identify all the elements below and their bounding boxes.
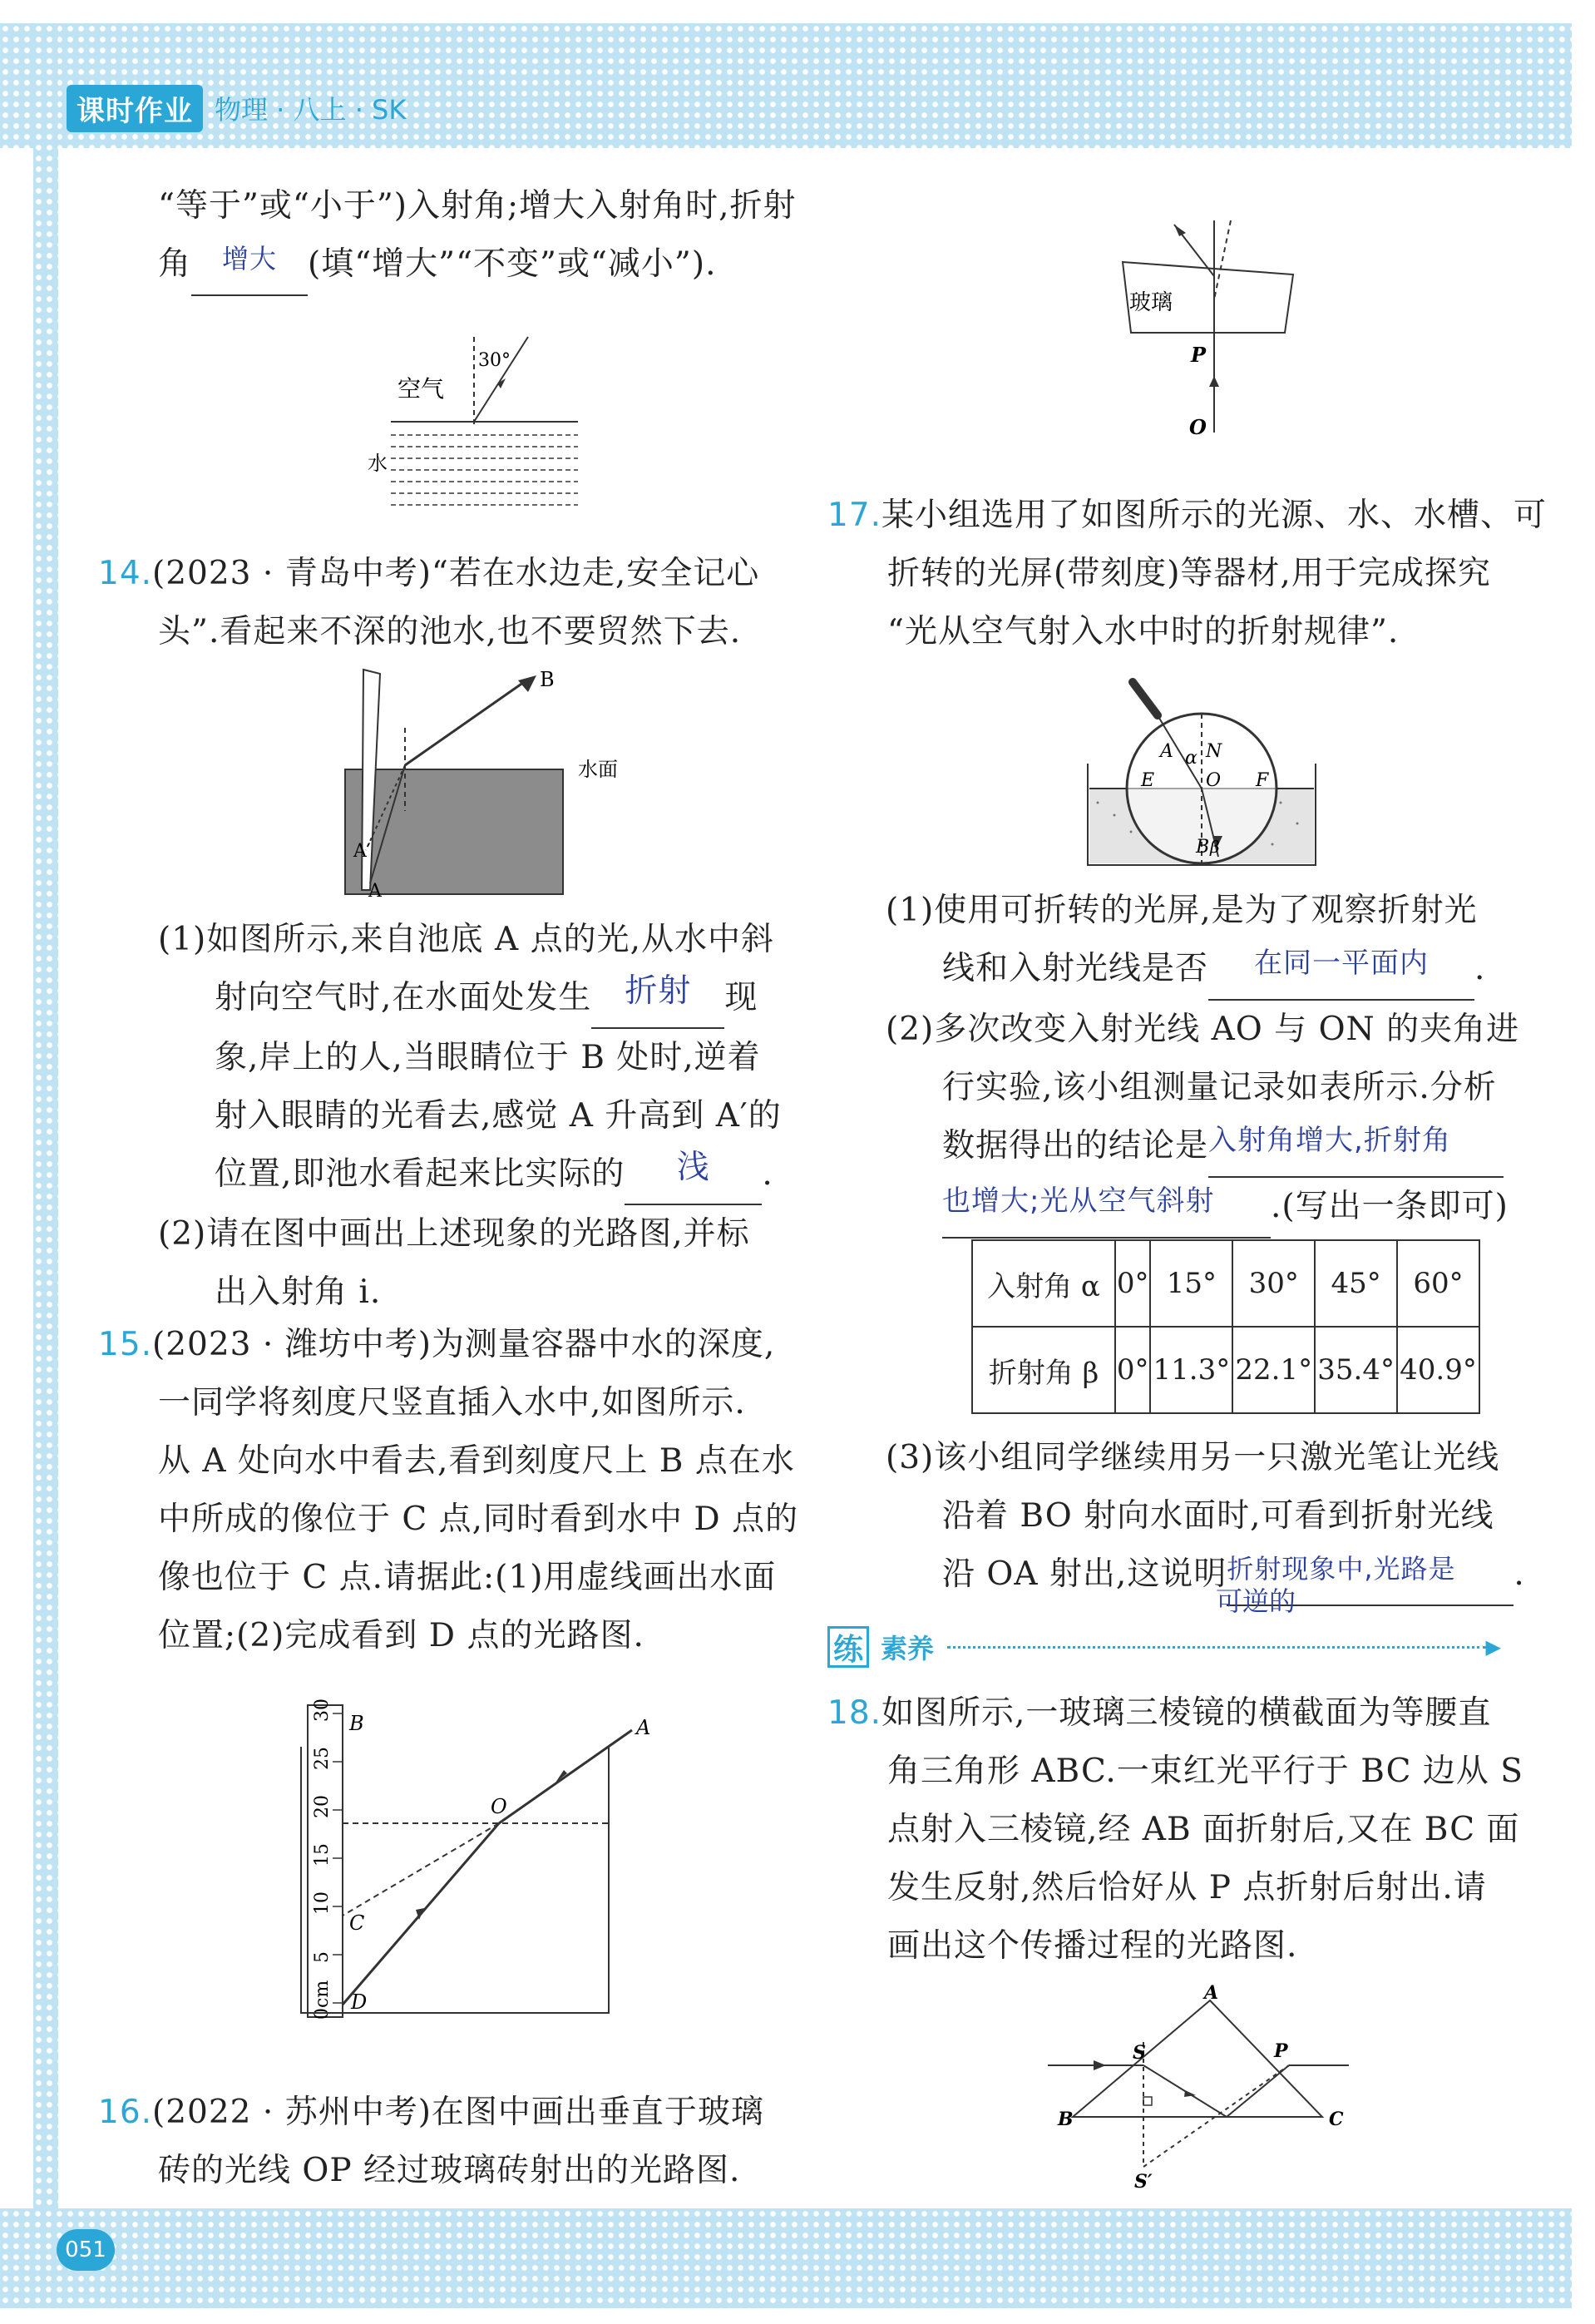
ray-ao [499,1730,632,1823]
q17-answer-1: 在同一平面内 [1208,940,1474,1001]
row-label: 入射角 α [972,1240,1115,1327]
svg-text:0cm: 0cm [312,1980,333,2020]
q13-figure [358,329,590,524]
svg-text:O: O [491,1795,507,1818]
q18-text: 18.如图所示,一玻璃三棱镜的横截面为等腰直 角三角形 ABC.一束红光平行于 BC 边从 S 点射入三棱镜,经 AB 面折射后,又在 BC 面 发生反射,然后恰好从 P 点折射后射出.请 画出这个传播过程的光路图. [827,1694,1523,1965]
svg-text:A: A [636,1716,651,1739]
table-cell: 15° [1150,1240,1232,1327]
refracted-ray [405,680,526,765]
table-cell: 60° [1397,1240,1479,1327]
table-cell: 0° [1115,1327,1150,1413]
svg-text:S: S [1133,2042,1146,2064]
svg-text:30: 30 [312,1698,333,1722]
svg-text:B: B [1058,2109,1074,2130]
svg-text:B: B [540,668,555,691]
q17-answer-3: 折射现象中,光路是 [1227,1545,1514,1606]
svg-text:25: 25 [312,1747,333,1770]
svg-text:C: C [1329,2109,1344,2130]
q14-answer-2: 浅 [625,1145,762,1205]
laser-pointer [1133,682,1158,715]
table-cell: 0° [1115,1240,1150,1327]
q17-number: 17. [827,497,882,534]
section-header [827,1622,1501,1672]
q15-text: 15.(2023 · 潍坊中考)为测量容器中水的深度, 一同学将刻度尺竖直插入水中,如图所示. 从 A 处向水中看去,看到刻度尺上 B 点在水 中所成的像位于 C 点,同时看到水中 D 点的 像也位于 C 点.请据此:(1)用虚线画出水面 位置;(2)完成看到 D 点的光路图. [98,1326,799,1654]
table-row [972,1240,1479,1327]
q17-parts-b: (3)该小组同学继续用另一只激光笔让光线 沿着 BO 射向水面时,可看到折射光线 沿 OA 射出,这说明$^{折射现象中,光路是}$ . [886,1429,1559,1606]
row-label: 折射角 β [972,1327,1115,1413]
q13-text [158,177,807,296]
q14-answer-1: 折射 [591,969,724,1029]
q17-answer-3-cont: 可逆的 [1216,1585,1296,1617]
q14-intro: 14.(2023 · 青岛中考)“若在水边走,安全记心 头”.看起来不深的池水,也不要贸然下去. [98,555,760,650]
table-cell: 30° [1232,1240,1315,1327]
svg-text:A: A [1160,741,1173,762]
svg-text:A′: A′ [353,841,371,862]
q16-text: 16.(2022 · 苏州中考)在图中画出垂直于玻璃 砖的光线 OP 经过玻璃砖射出的光路图. [98,2094,764,2189]
svg-text:O: O [1189,415,1207,439]
svg-text:P: P [1274,2040,1288,2062]
svg-text:A: A [1204,1982,1219,2004]
svg-text:5: 5 [312,1951,333,1963]
q16-figure [1106,216,1306,441]
svg-text:B: B [349,1712,364,1735]
q14-figure [337,665,653,902]
svg-text:O: O [1206,770,1222,791]
angle-label: 30° [478,350,511,371]
q14-number: 14. [98,555,153,592]
table-cell: 45° [1315,1240,1397,1327]
q17-answer-2a: 入射角增大,折射角 [1208,1117,1504,1178]
svg-text:E: E [1141,770,1155,791]
svg-text:S′: S′ [1134,2171,1153,2193]
table-cell: 35.4° [1315,1327,1397,1413]
table-cell: 11.3° [1150,1327,1232,1413]
svg-text:α: α [1185,748,1197,769]
svg-text:15: 15 [312,1843,333,1867]
q13-line2: 角 $^{增大}$ (填“增大”“不变”或“减小”). [158,235,807,296]
q18-figure [1048,1982,1356,2193]
svg-text:水面: 水面 [578,758,618,781]
section-divider [947,1646,1486,1649]
q17-intro: 17.某小组选用了如图所示的光源、水、水槽、可 折转的光屏(带刻度)等器材,用于完成探究 “光从空气射入水中时的折射规律”. [827,497,1548,650]
page-number: 051 [57,2229,115,2271]
q18-number: 18. [827,1694,882,1732]
svg-text:D: D [351,1990,368,2014]
q17-answer-2b: 也增大;光从空气斜射 [942,1178,1271,1239]
svg-text:玻璃: 玻璃 [1129,290,1173,315]
q15-figure [299,1697,649,2021]
svg-text:B: B [1196,837,1210,858]
water-label: 水 [368,452,388,475]
q16-number: 16. [98,2094,153,2131]
brand-logo: 课时作业 [67,85,203,132]
svg-text:10: 10 [312,1891,333,1915]
arrow-right-icon: ▶ [1485,1635,1501,1659]
q14-parts: (1)如图所示,来自池底 A 点的光,从水中斜 射向空气时,在水面处发生 折射 现 象,岸上的人,当眼睛位于 B 处时,逆着 射入眼睛的光看去,感觉 A 升高到 A′的 位置,即池水看起来比实际的 浅 . (2)请在图中画出上述现象的光路图,并标 出入射角 i. [158,921,782,1311]
left-border [33,23,58,2261]
q15-number: 15. [98,1326,153,1363]
svg-text:C: C [349,1911,365,1935]
q13-line1: “等于”或“小于”)入射角;增大入射角时,折射 [158,187,797,225]
table-cell: 22.1° [1232,1327,1315,1413]
svg-text:N: N [1206,741,1222,762]
air-label: 空气 [398,375,445,403]
section-icon: 练 [827,1626,869,1668]
q13-answer: 增大 [191,235,308,296]
subject-label: 物理 · 八上 · SK [215,94,407,126]
svg-text:A: A [368,881,382,902]
header [67,83,406,133]
footer-band [0,2208,1572,2308]
pool-water [345,769,563,894]
q17-figure [1081,665,1322,873]
table-cell: 40.9° [1397,1327,1479,1413]
svg-text:P: P [1191,343,1207,367]
container [301,1747,609,2013]
svg-text:20: 20 [312,1795,333,1818]
section-title: 素养 [881,1633,935,1664]
svg-text:β: β [1210,837,1220,857]
q17-data-table [971,1239,1480,1414]
table-row [972,1327,1479,1413]
q17-parts-a: (1)使用可折转的光屏,是为了观察折射光 线和入射光线是否 在同一平面内 . (2)多次改变入射光线 AO 与 ON 的夹角进 行实验,该小组测量记录如表所示.分析 数据得出的结论是入射角增大,折射角 也增大;光从空气斜射 .(写出一条即可) [886,882,1559,1239]
svg-text:F: F [1256,770,1269,791]
